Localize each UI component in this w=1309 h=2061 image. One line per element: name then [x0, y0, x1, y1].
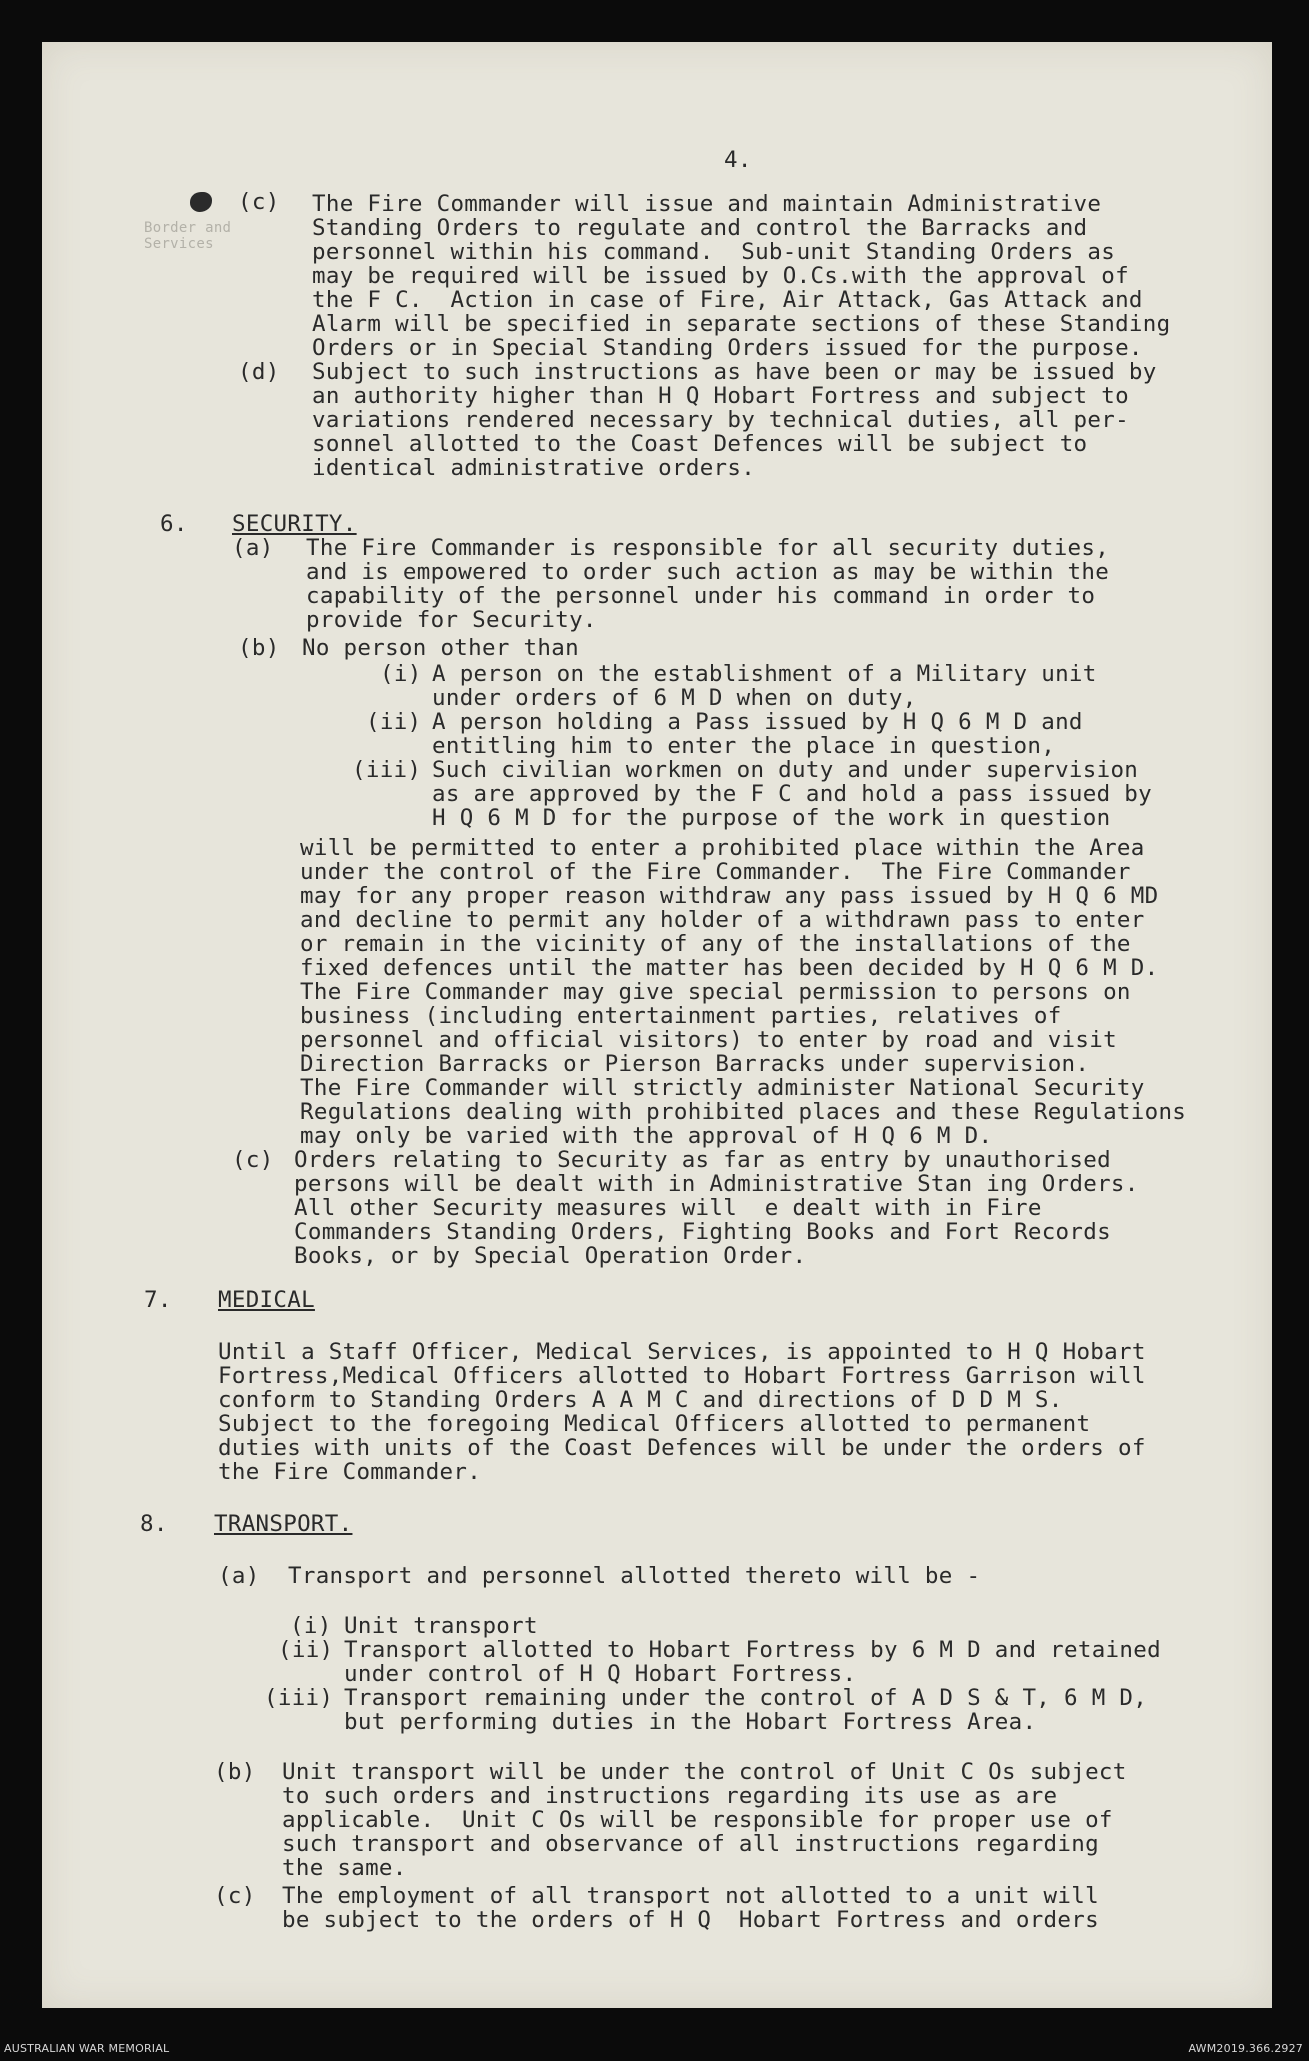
document-page: Border and Services 4. (c) The Fire Commander will issue and maintain Administrative Standing Orders to regulate and control the Barracks and personnel within his command. Sub-unit Standing Orders as may be required will be issued by O.Cs.with the approval of the F C. Action in case of Fire, Air Attack, Gas Attack and Alarm will be specified in separate sections of these Standing Orders or in Special Standing Orders issued for the purpose. (d) Subject to such instructions as have been or may be issued by an authority higher than H Q Hobart Fortress and subject to variations rendered necessary by technical duties, all per- sonnel allotted to the Coast Defences will be subject to identical administrative orders. 6. SECURITY. (a) The Fire Commander is responsible for all security duties, and is empowered to order such action as may be within the capability of the personnel under his command in order to provide for Security. (b) No person other than (i) A person on the establishment of a Military unit under orders of 6 M D when on duty, (ii) A person holding a Pass issued by H Q 6 M D and entitling him to enter the place in question, (iii) Such civilian workmen on duty and under supervision as are approved by the F C and hold a pass issued by H Q 6 M D for the purpose of the work in question will be permitted to enter a prohibited place within the Area under the control of the Fire Commander. The Fire Commander may for any proper reason withdraw any pass issued by H Q 6 MD and decline to permit any holder of a withdrawn pass to enter or remain in the vicinity of any of the installations of the fixed defences until the matter has been decided by H Q 6 M D. The Fire Commander may give special permission to persons on business (including entertainment parties, relatives of personnel and official visitors) to enter by road and visit Direction Barracks or Pierson Barracks under supervision. The Fire Commander will strictly administer National Security Regulations dealing with prohibited places and these Regulations may only be varied with the approval of H Q 6 M D. (c) Orders relating to Security as far as entry by unauthorised persons will be dealt with in Administrative Stan ing Orders. All other Security measures will e dealt with in Fire Commanders Standing Orders, Fighting Books and Fort Records Books, or by Special Operation Order. 7. MEDICAL Until a Staff Officer, Medical Services, is appointed to H Q Hobart Fortress,Medical Officers allotted to Hobart Fortress Garrison will conform to Standing Orders A A M C and directions of D D M S. Subject to the foregoing Medical Officers allotted to permanent duties with units of the Coast Defences will be under the orders of the Fire Commander. 8. TRANSPORT. (a) Transport and personnel allotted thereto will be - (i) Unit transport (ii) Transport allotted to Hobart Fortress by 6 M D and retained under control of H Q Hobart Fortress. (iii) Transport remaining under the control of A D S & T, 6 M D, but performing duties in the Hobart Fortress Area. (b) Unit transport will be under the control of Unit C Os subject to such orders and instructions regarding its use as are applicable. Unit C Os will be responsible for proper use of such transport and observance of all instructions regarding the same. (c) The employment of all transport not allotted to a unit will be subject to the orders of H Q Hobart Fortress and orders — [42, 42, 1272, 2008]
sec6-b-label: (b) — [238, 635, 280, 661]
sec6-c-label: (c) — [232, 1147, 274, 1173]
section-6-number: 6. — [160, 511, 188, 537]
section-7-number: 7. — [144, 1287, 172, 1313]
footer-archive-name: AUSTRALIAN WAR MEMORIAL — [4, 2042, 170, 2055]
para-d-label: (d) — [238, 359, 280, 385]
footer-accession-number: AWM2019.366.2927 — [1188, 2042, 1303, 2055]
sec8-b-label: (b) — [214, 1759, 256, 1785]
para-c-top-label: (c) — [238, 189, 280, 215]
section-8-number: 8. — [140, 1511, 168, 1537]
sec8-a-label: (a) — [218, 1563, 260, 1589]
bleed-through-text: Border and Services — [144, 220, 232, 252]
sec8-c-label: (c) — [214, 1883, 256, 1909]
sec6-b-intro: No person other than — [302, 635, 579, 661]
sec6-a-label: (a) — [232, 535, 274, 561]
sec8-a-intro: Transport and personnel allotted thereto will be - — [288, 1563, 981, 1589]
section-6-heading: SECURITY. — [232, 511, 357, 537]
ink-blot — [190, 192, 212, 212]
section-7-heading: MEDICAL — [218, 1287, 315, 1313]
section-8-heading: TRANSPORT. — [214, 1511, 353, 1537]
page-number: 4. — [724, 147, 752, 173]
